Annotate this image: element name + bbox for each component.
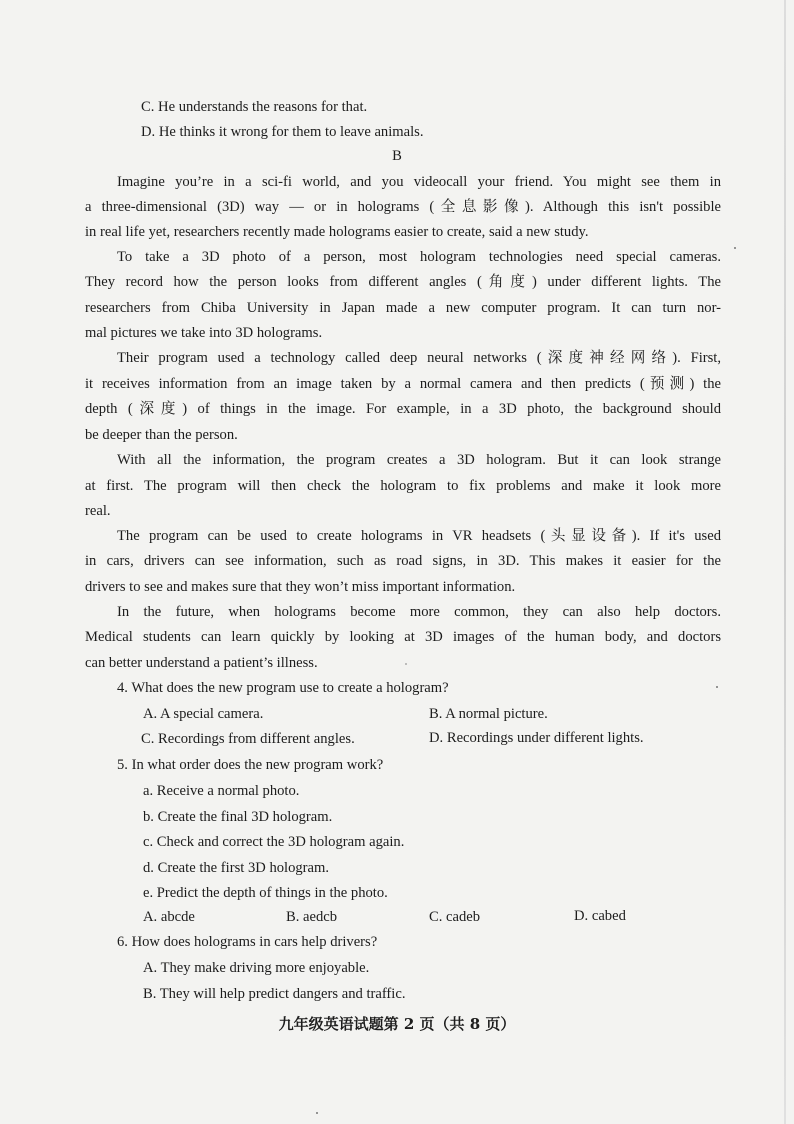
passage-line: Imagine you’re in a sci-fi world, and you videocall your friend. You might see them in [117,174,721,190]
question-5-option-c: C. cadeb [429,909,481,925]
question-4-option-b: B. A normal picture. [429,706,548,722]
prev-option-d: D. He thinks it wrong for them to leave animals. [141,124,424,140]
question-4-option-c: C. Recordings from different angles. [141,731,355,747]
prev-option-c: C. He understands the reasons for that. [141,99,368,115]
question-6-option-b: B. They will help predict dangers and traffic. [143,986,406,1002]
passage-line: Their program used a technology called deep neural networks (深度神经网络). First, [117,350,721,366]
passage-line: With all the information, the program creates a 3D hologram. But it can look strange [117,452,721,468]
scan-speck [405,663,407,665]
question-6-option-a: A. They make driving more enjoyable. [143,960,370,976]
question-5-step: b. Create the final 3D hologram. [143,809,333,825]
passage-line: depth (深度) of things in the image. For example, in a 3D photo, the background should [85,401,721,417]
scan-speck [316,1112,318,1114]
question-4-option-d: D. Recordings under different lights. [429,730,644,746]
question-4-stem: 4. What does the new program use to create a hologram? [117,680,449,696]
scan-speck [716,686,718,688]
passage-line: in cars, drivers can see information, such as road signs, in 3D. This makes it easier for the [85,553,721,569]
question-5-option-d: D. cabed [574,908,626,924]
question-6-stem: 6. How does holograms in cars help drivers? [117,934,378,950]
scan-edge [784,0,786,1124]
scan-speck [734,247,736,249]
passage-line: at first. The program will then check the hologram to fix problems and make it look more [85,478,721,494]
question-5-step: c. Check and correct the 3D hologram again. [143,834,405,850]
passage-line: real. [85,503,111,519]
passage-line: drivers to see and makes sure that they won’t miss important information. [85,579,516,595]
passage-line: To take a 3D photo of a person, most hologram technologies need special cameras. [117,249,721,265]
question-5-option-a: A. abcde [143,909,195,925]
passage-line: mal pictures we take into 3D holograms. [85,325,323,341]
passage-line: can better understand a patient’s illness. [85,655,318,671]
passage-line: a three-dimensional (3D) way — or in holograms (全息影像). Although this isn't possible [85,199,721,215]
passage-line: Medical students can learn quickly by looking at 3D images of the human body, and doctors [85,629,721,645]
question-5-stem: 5. In what order does the new program work? [117,757,384,773]
question-4-option-a: A. A special camera. [143,706,264,722]
page-footer: 九年级英语试题第 2 页（共 8 页） [278,1015,516,1033]
passage-line: The program can be used to create holograms in VR headsets (头显设备). If it's used [117,528,721,544]
passage-line: in real life yet, researchers recently made holograms easier to create, said a new study. [85,224,589,240]
passage-line: They record how the person looks from different angles (角度) under different lights. The [85,274,721,290]
question-5-step: e. Predict the depth of things in the photo. [143,885,388,901]
question-5-step: a. Receive a normal photo. [143,783,300,799]
passage-line: researchers from Chiba University in Japan made a new computer program. It can turn nor- [85,300,721,316]
section-label: B [392,148,402,164]
passage-line: be deeper than the person. [85,427,238,443]
question-5-step: d. Create the first 3D hologram. [143,860,330,876]
passage-line: In the future, when holograms become more common, they can also help doctors. [117,604,721,620]
question-5-option-b: B. aedcb [286,909,338,925]
passage-line: it receives information from an image taken by a normal camera and then predicts (预测) the [85,376,721,392]
